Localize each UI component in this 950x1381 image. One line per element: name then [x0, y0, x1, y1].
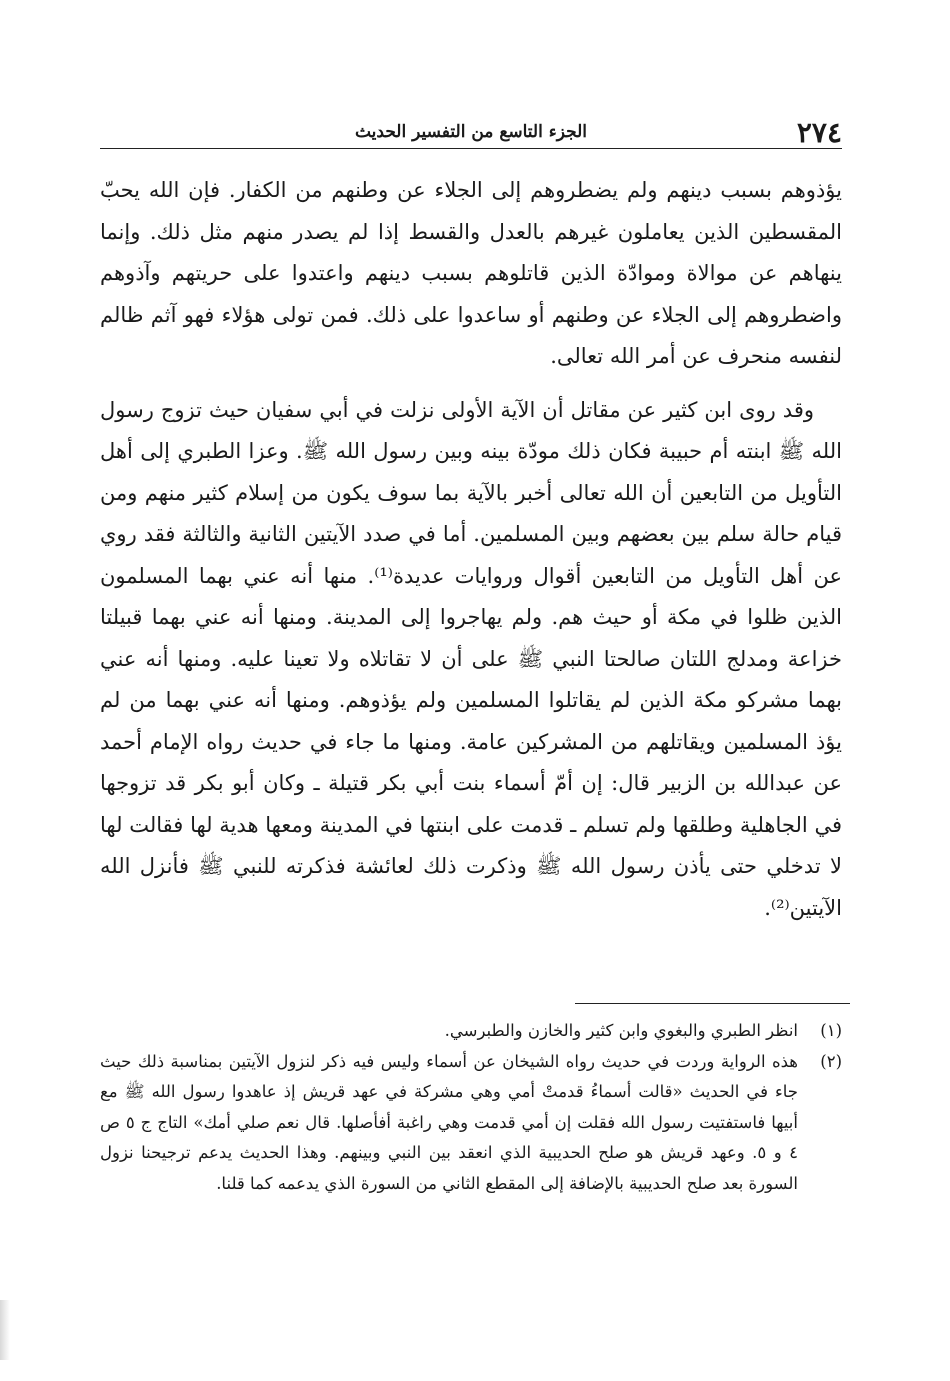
footnote-divider — [575, 1003, 850, 1004]
footnotes — [100, 1016, 842, 1199]
footnote — [100, 1047, 842, 1200]
scan-edge-shadow — [0, 1300, 10, 1360]
footnote-text: انظر الطبري والبغوي وابن كثير والخازن والطبرسي. — [444, 1021, 798, 1040]
paragraph: وقد روى ابن كثير عن مقاتل أن الآية الأولى نزلت في أبي سفيان حيث تزوج رسول الله ﷺ ابنته أم حبيبة فكان ذلك مودّة بينه وبين رسول الله ﷺ. وعزا الطبري إلى أهل التأويل من التابعين أن الله تعالى أخبر بالآية بما سوف يكون من إسلام كثير منهم ومن قيام حالة سلم بين بعضهم وبين المسلمين. أما في صدد الآيتين الثانية والثالثة فقد روي عن أهل التأويل من التابعين أقوال وروايات عديدة⁽¹⁾. منها أنه عني بهما المسلمون الذين ظلوا في مكة أو حيث هم. ولم يهاجروا إلى المدينة. ومنها أنه عني بهما قبيلتا خزاعة ومدلج اللتان صالحتا النبي ﷺ على أن لا تقاتلاه ولا تعينا عليه. ومنها أنه عني بهما مشركو مكة الذين لم يقاتلوا المسلمين ولم يؤذوهم. ومنها أنه عني بهما من لم يؤذ المسلمين ويقاتلهم من المشركين عامة. ومنها ما جاء في حديث رواه الإمام أحمد عن عبدالله بن الزبير قال: إن أمّ أسماء بنت أبي بكر قتيلة ـ وكان أبو بكر قد تزوجها في الجاهلية وطلقها ولم تسلم ـ قدمت على ابنتها في المدينة ومعها هدية لها فقالت لها لا تدخلي حتى يأذن رسول الله ﷺ وذكرت ذلك لعائشة فذكرته للنبي ﷺ فأنزل الله الآيتين⁽²⁾. — [100, 397, 842, 920]
footnote-text: هذه الرواية وردت في حديث رواه الشيخان عن أسماء وليس فيه ذكر لنزول الآيتين بمناسبة ذلك حيث جاء في الحديث «قالت أسماءُ قدمتْ أمي وهي مشركة في عهد قريش إذ عاهدوا رسول الله ﷺ مع أبيها فاستفتيت رسول الله فقلت إن أمي قدمت وهي راغبة أفأصلها. قال نعم صلي أمك» التاج ج ٥ ص ٤ و ٥. وعهد قريش هو صلح الحديبية الذي انعقد بين النبي وبينهم. وهذا الحديث يدعم ترجيحنا نزول السورة بعد صلح الحديبية بالإضافة إلى المقطع الثاني من السورة الذي يدعمه كما قلنا. — [100, 1051, 798, 1193]
footnote — [100, 1016, 842, 1047]
paragraph: يؤذوهم بسبب دينهم ولم يضطروهم إلى الجلاء عن وطنهم من الكفار. فإن الله يحبّ المقسطين الذين يعاملون غيرهم بالعدل والقسط إذا لم يصدر منهم مثل ذلك. وإنما ينهاهم عن موالاة وموادّة الذين قاتلوهم بسبب دينهم واعتدوا على حريتهم وآذوهم واضطروهم إلى الجلاء عن وطنهم أو ساعدوا على ذلك. فمن تولى هؤلاء فهو آثم ظالم لنفسه منحرف عن أمر الله تعالى. — [100, 178, 842, 368]
page-number: ٢٧٤ — [796, 116, 842, 149]
page-header — [100, 108, 842, 149]
running-title: الجزء التاسع من التفسير الحديث — [354, 122, 587, 142]
footnote-number: (٢) — [820, 1051, 842, 1071]
footnote-number: (١) — [820, 1021, 842, 1040]
main-text — [100, 170, 842, 929]
